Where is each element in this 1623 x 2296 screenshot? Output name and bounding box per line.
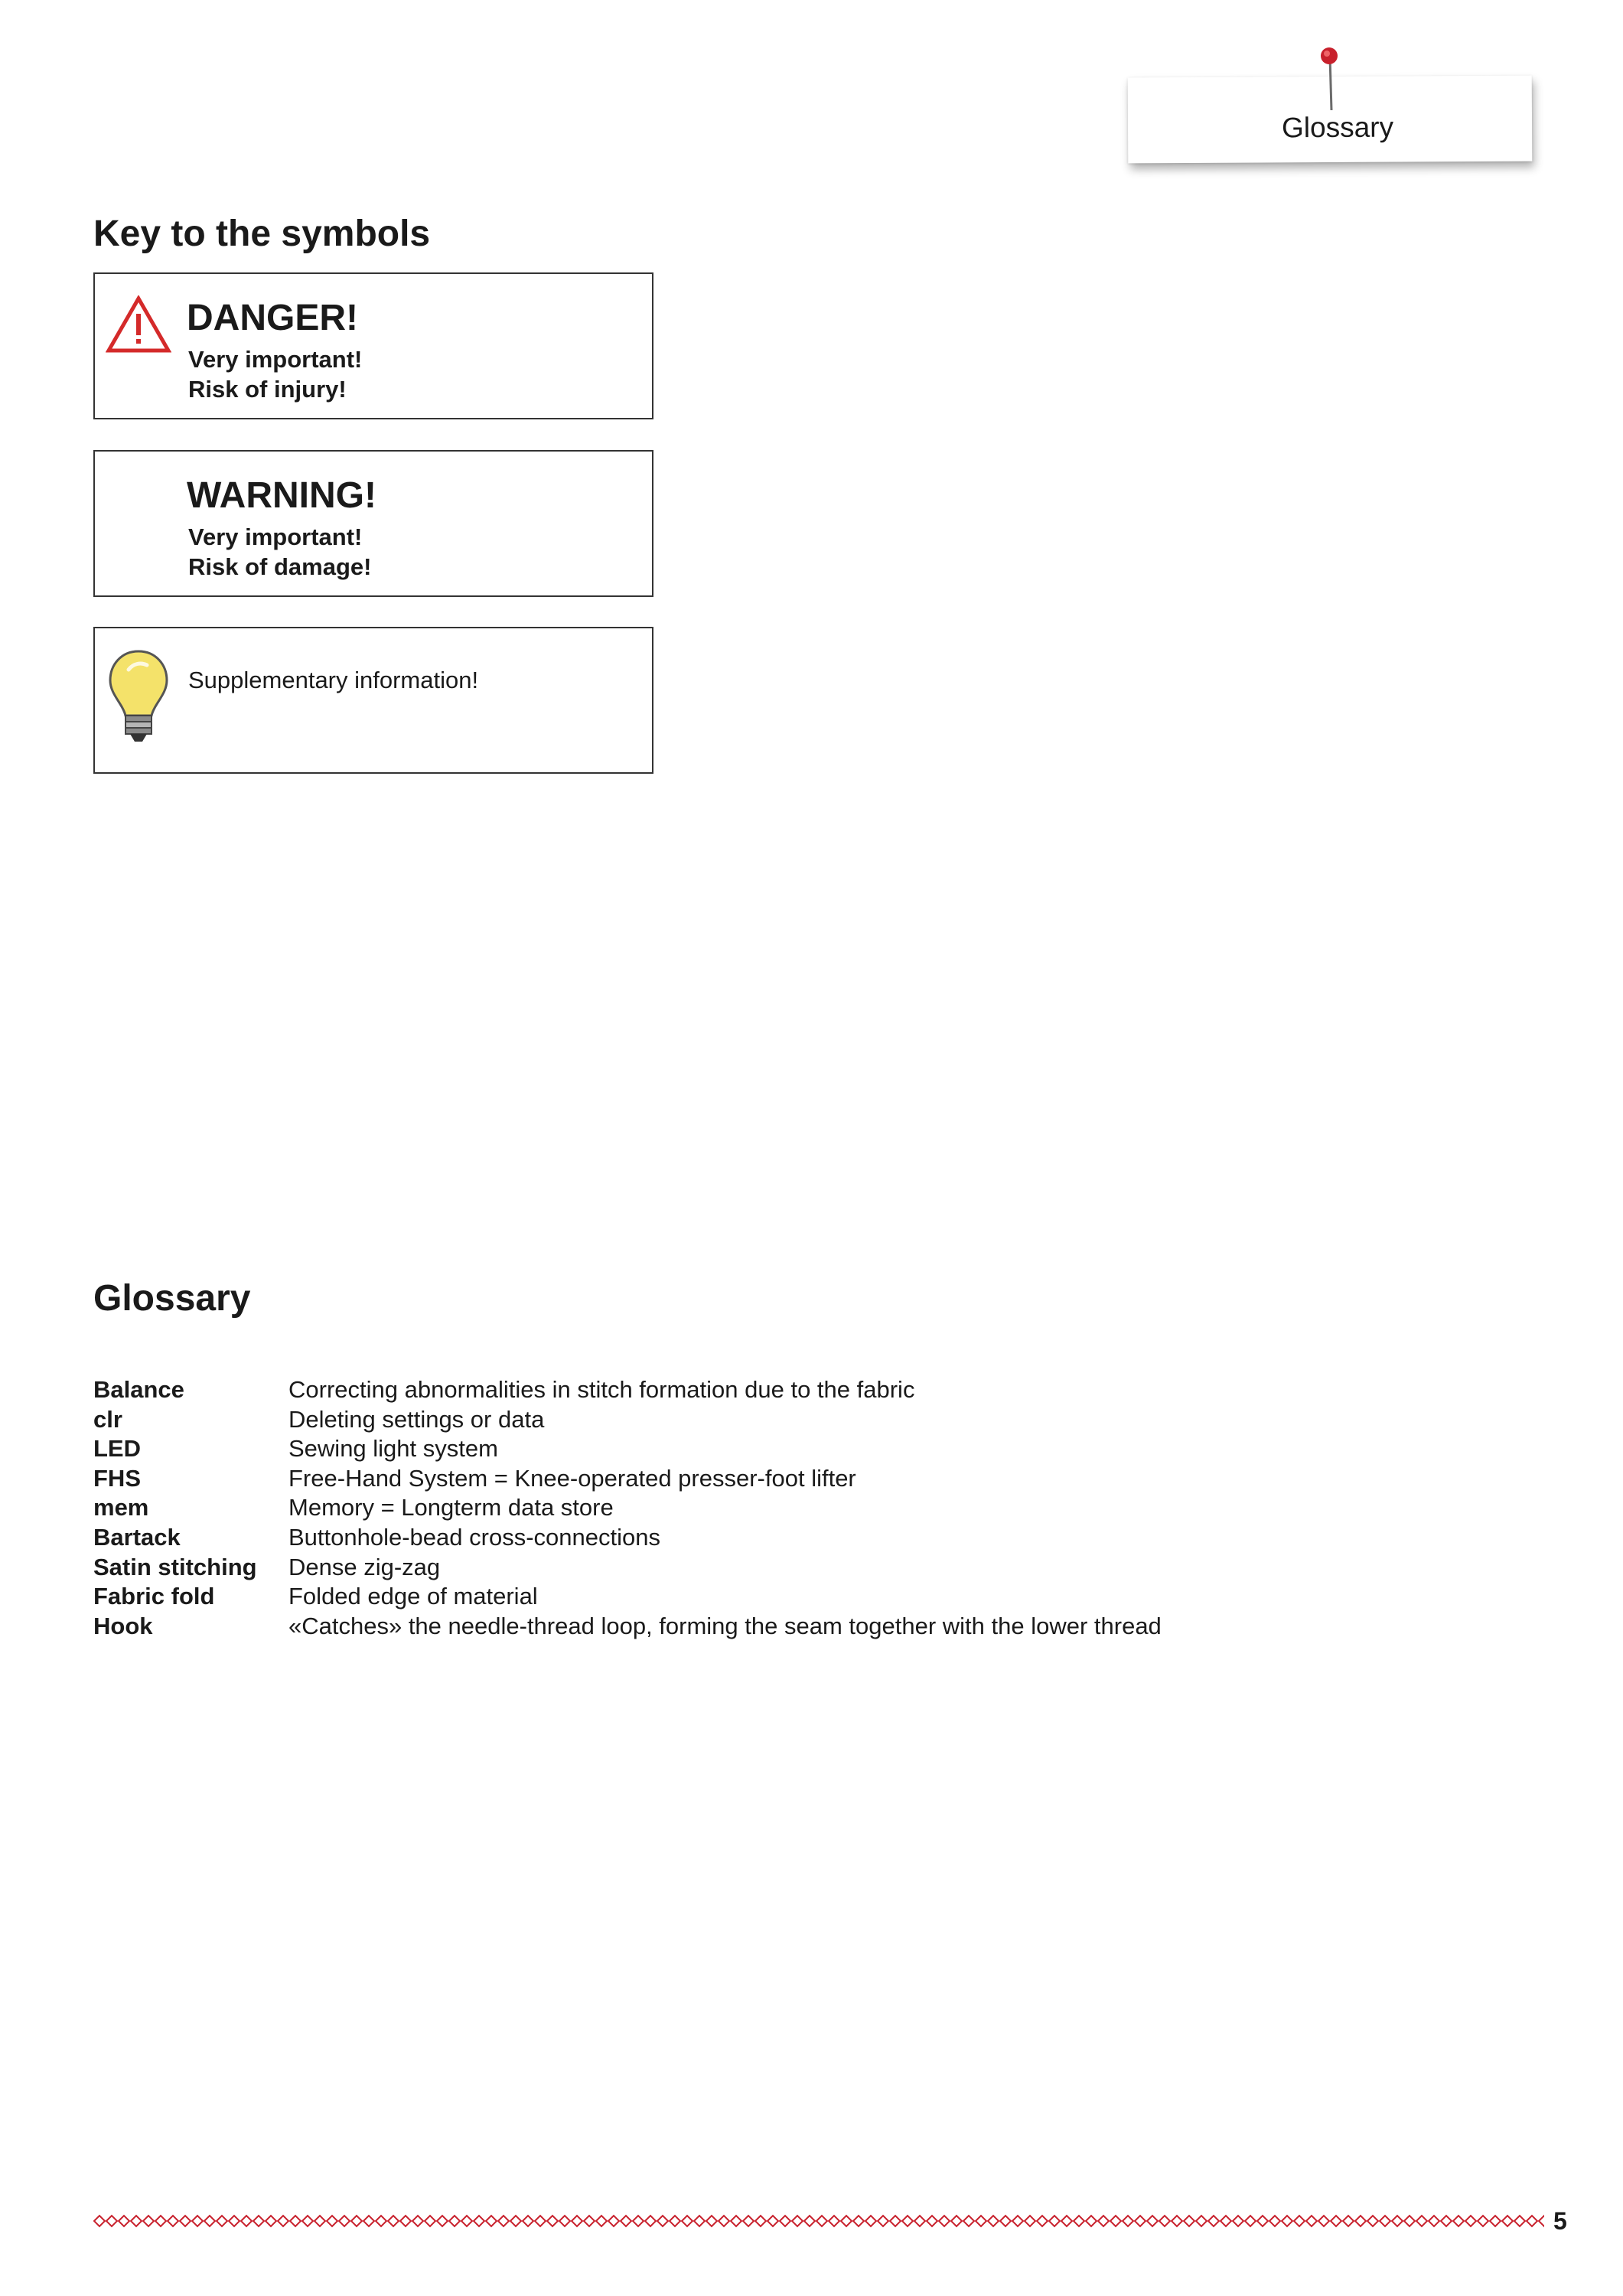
- glossary-list: [93, 1375, 1162, 1641]
- glossary-entry: [93, 1523, 1162, 1553]
- glossary-definition: Sewing light system: [288, 1435, 498, 1463]
- info-text: Supplementary information!: [188, 667, 479, 693]
- glossary-definition: Dense zig-zag: [288, 1553, 441, 1580]
- header-tab-label: Glossary: [1281, 111, 1394, 144]
- warning-line-1: Very important!: [188, 523, 363, 550]
- info-box: [93, 627, 653, 774]
- glossary-term: Bartack: [93, 1523, 181, 1551]
- warning-triangle-icon: [106, 295, 171, 354]
- warning-box: [93, 450, 653, 597]
- danger-line-2: Risk of injury!: [188, 376, 347, 403]
- page-number: 5: [1553, 2207, 1567, 2235]
- warning-line-2: Risk of damage!: [188, 553, 372, 580]
- glossary-definition: Folded edge of material: [288, 1583, 538, 1610]
- glossary-definition: Buttonhole-bead cross-connections: [288, 1523, 660, 1551]
- glossary-definition: Correcting abnormalities in stitch formation due to the fabric: [288, 1376, 915, 1403]
- glossary-term: Fabric fold: [93, 1583, 215, 1610]
- glossary-term: clr: [93, 1405, 122, 1433]
- glossary-entry: [93, 1434, 1162, 1464]
- glossary-term: Satin stitching: [93, 1553, 257, 1580]
- glossary-definition: Free-Hand System = Knee-operated presser-foot lifter: [288, 1464, 856, 1492]
- glossary-definition: Deleting settings or data: [288, 1405, 545, 1433]
- glossary-term: Hook: [93, 1612, 153, 1639]
- push-pin-icon: [1315, 46, 1345, 115]
- glossary-term: FHS: [93, 1464, 141, 1492]
- symbols-title: Key to the symbols: [93, 214, 431, 254]
- glossary-term: mem: [93, 1494, 149, 1521]
- glossary-entry: [93, 1405, 1162, 1435]
- glossary-term: Balance: [93, 1376, 184, 1403]
- glossary-definition: Memory = Longterm data store: [288, 1494, 614, 1521]
- glossary-entry: [93, 1464, 1162, 1494]
- glossary-definition: «Catches» the needle-thread loop, forming the seam together with the lower thread: [288, 1612, 1162, 1639]
- glossary-entry: [93, 1612, 1162, 1642]
- glossary-entry: [93, 1582, 1162, 1612]
- danger-line-1: Very important!: [188, 346, 363, 373]
- warning-heading: WARNING!: [187, 475, 376, 516]
- glossary-entry: [93, 1493, 1162, 1523]
- danger-heading: DANGER!: [187, 298, 358, 338]
- danger-box: [93, 272, 653, 419]
- glossary-title: Glossary: [93, 1278, 251, 1319]
- diamond-border: [93, 2213, 1544, 2229]
- lightbulb-icon: [106, 647, 171, 746]
- glossary-entry: [93, 1375, 1162, 1405]
- glossary-entry: [93, 1553, 1162, 1583]
- glossary-term: LED: [93, 1435, 141, 1463]
